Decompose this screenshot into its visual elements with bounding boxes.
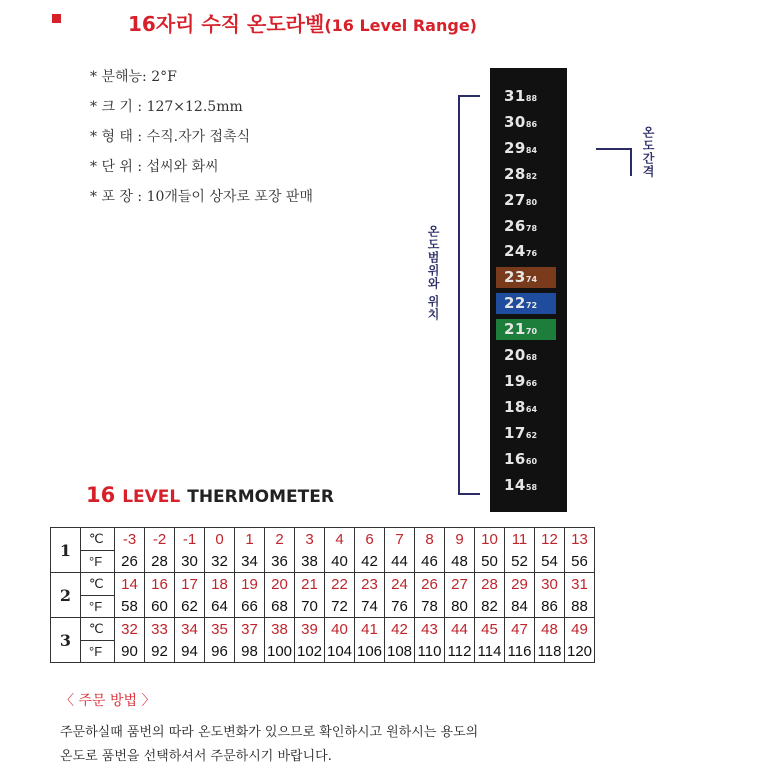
fahrenheit-cell: 120 (565, 640, 595, 663)
fahrenheit-cell: 82 (475, 595, 505, 618)
strip-cell (496, 345, 556, 366)
fahrenheit-cell: 68 (265, 595, 295, 618)
fahrenheit-cell: 26 (115, 550, 145, 573)
strip-cell-celsius: 27 (504, 190, 526, 209)
strip-cell-fahrenheit: 84 (525, 145, 538, 155)
strip-cell-celsius: 18 (504, 397, 526, 416)
strip-cell-fahrenheit: 58 (525, 482, 538, 492)
strip-cell-fahrenheit: 70 (525, 327, 538, 337)
title-main: 16자리 수직 온도라벨 (128, 12, 325, 36)
fahrenheit-cell: 100 (265, 640, 295, 663)
strip-cell-fahrenheit: 66 (525, 378, 538, 388)
fahrenheit-cell: 60 (145, 595, 175, 618)
celsius-cell: 32 (115, 618, 145, 641)
spec-size: * 크 기 : 127×12.5mm (90, 99, 243, 115)
fahrenheit-cell: 74 (355, 595, 385, 618)
thermometer-strip (490, 68, 567, 512)
fahrenheit-cell: 52 (505, 550, 535, 573)
fahrenheit-cell: 84 (505, 595, 535, 618)
range-label: 온도범위와 위치 (426, 225, 440, 322)
strip-cell (496, 241, 556, 262)
celsius-cell: 48 (535, 618, 565, 641)
order-line-1: 주문하실때 품번의 따라 온도변화가 있으므로 확인하시고 원하시는 용도의 (60, 725, 479, 740)
fahrenheit-cell: 28 (145, 550, 175, 573)
celsius-cell: 31 (565, 573, 595, 596)
order-heading: 〈 주문 방법 〉 (60, 693, 156, 709)
strip-cell (496, 475, 556, 496)
spec-packaging: * 포 장 : 10개들이 상자로 포장 판매 (90, 189, 313, 205)
celsius-cell: 0 (205, 528, 235, 551)
range-bracket (458, 95, 480, 495)
fahrenheit-cell: 38 (295, 550, 325, 573)
spec-form: * 형 태 : 수직.자가 접촉식 (90, 129, 251, 145)
unit-celsius: ℃ (81, 573, 115, 596)
celsius-cell: 29 (505, 573, 535, 596)
celsius-cell: 1 (235, 528, 265, 551)
temperature-table (50, 527, 595, 663)
fahrenheit-cell: 70 (295, 595, 325, 618)
celsius-cell: 44 (445, 618, 475, 641)
celsius-cell: 12 (535, 528, 565, 551)
celsius-cell: 22 (325, 573, 355, 596)
order-line-2: 온도로 품번을 선택하셔서 주문하시기 바랍니다. (60, 749, 332, 764)
fahrenheit-cell: 34 (235, 550, 265, 573)
title-subtitle: (16 Level Range) (324, 16, 477, 35)
celsius-cell: 19 (235, 573, 265, 596)
unit-fahrenheit: °F (81, 550, 115, 573)
strip-cell-fahrenheit: 78 (525, 223, 538, 233)
strip-cell-celsius: 26 (504, 216, 526, 235)
celsius-cell: 13 (565, 528, 595, 551)
celsius-cell: 43 (415, 618, 445, 641)
celsius-cell: 26 (415, 573, 445, 596)
celsius-cell: 45 (475, 618, 505, 641)
celsius-cell: 14 (115, 573, 145, 596)
fahrenheit-cell: 80 (445, 595, 475, 618)
fahrenheit-cell: 114 (475, 640, 505, 663)
celsius-cell: 4 (325, 528, 355, 551)
fahrenheit-cell: 42 (355, 550, 385, 573)
fahrenheit-cell: 96 (205, 640, 235, 663)
celsius-cell: 39 (295, 618, 325, 641)
fahrenheit-cell: 72 (325, 595, 355, 618)
strip-cell-fahrenheit: 72 (525, 301, 538, 311)
celsius-cell: 2 (265, 528, 295, 551)
strip-cell (496, 164, 556, 185)
fahrenheit-cell: 46 (415, 550, 445, 573)
strip-cell-celsius: 19 (504, 371, 526, 390)
fahrenheit-cell: 98 (235, 640, 265, 663)
fahrenheit-cell: 108 (385, 640, 415, 663)
table-row-fahrenheit (51, 595, 595, 618)
celsius-cell: 27 (445, 573, 475, 596)
strip-cell-fahrenheit: 76 (525, 249, 538, 259)
heading-number: 16 (86, 483, 116, 507)
fahrenheit-cell: 64 (205, 595, 235, 618)
strip-cell-fahrenheit: 88 (525, 94, 538, 103)
fahrenheit-cell: 104 (325, 640, 355, 663)
fahrenheit-cell: 62 (175, 595, 205, 618)
strip-cell (496, 190, 556, 211)
strip-cell-fahrenheit: 64 (525, 404, 538, 414)
strip-cell-fahrenheit: 82 (525, 171, 538, 181)
fahrenheit-cell: 112 (445, 640, 475, 663)
strip-cell-fahrenheit: 60 (525, 456, 538, 466)
page-title (128, 8, 477, 37)
celsius-cell: 18 (205, 573, 235, 596)
table-row-celsius (51, 528, 595, 551)
strip-cell (496, 319, 556, 340)
strip-cell-celsius: 30 (504, 112, 526, 131)
celsius-cell: 34 (175, 618, 205, 641)
strip-cell-celsius: 31 (504, 87, 526, 105)
celsius-cell: 49 (565, 618, 595, 641)
unit-fahrenheit: °F (81, 595, 115, 618)
celsius-cell: 17 (175, 573, 205, 596)
fahrenheit-cell: 102 (295, 640, 325, 663)
table-row-celsius (51, 618, 595, 641)
fahrenheit-cell: 78 (415, 595, 445, 618)
strip-cell-celsius: 20 (504, 346, 526, 364)
celsius-cell: -1 (175, 528, 205, 551)
celsius-cell: 47 (505, 618, 535, 641)
strip-cell (496, 293, 556, 314)
fahrenheit-cell: 94 (175, 640, 205, 663)
unit-celsius: ℃ (81, 618, 115, 641)
celsius-cell: 42 (385, 618, 415, 641)
title-bullet (52, 14, 61, 23)
strip-cell-fahrenheit: 74 (525, 275, 538, 285)
celsius-cell: 9 (445, 528, 475, 551)
strip-cell-fahrenheit: 68 (525, 353, 538, 362)
fahrenheit-cell: 32 (205, 550, 235, 573)
fahrenheit-cell: 44 (385, 550, 415, 573)
fahrenheit-cell: 110 (415, 640, 445, 663)
strip-cell (496, 449, 556, 470)
fahrenheit-cell: 116 (505, 640, 535, 663)
celsius-cell: 10 (475, 528, 505, 551)
celsius-cell: 30 (535, 573, 565, 596)
strip-cell-fahrenheit: 62 (525, 430, 538, 440)
table-row-fahrenheit (51, 640, 595, 663)
strip-cell (496, 112, 556, 133)
fahrenheit-cell: 76 (385, 595, 415, 618)
strip-cell-celsius: 29 (504, 138, 526, 157)
celsius-cell: 28 (475, 573, 505, 596)
celsius-cell: 16 (145, 573, 175, 596)
celsius-cell: 6 (355, 528, 385, 551)
unit-celsius: ℃ (81, 528, 115, 551)
strip-cell (496, 423, 556, 444)
celsius-cell: -3 (115, 528, 145, 551)
spec-resolution: * 분해능: 2°F (90, 69, 177, 85)
celsius-cell: 8 (415, 528, 445, 551)
interval-bracket (596, 148, 632, 176)
fahrenheit-cell: 40 (325, 550, 355, 573)
fahrenheit-cell: 54 (535, 550, 565, 573)
strip-cell-fahrenheit: 86 (525, 119, 538, 129)
interval-label: 온도간격 (641, 126, 655, 178)
celsius-cell: 7 (385, 528, 415, 551)
strip-cell-celsius: 22 (504, 294, 526, 313)
spec-unit: * 단 위 : 섭씨와 화씨 (90, 159, 219, 175)
group-number: 1 (51, 528, 81, 573)
celsius-cell: 24 (385, 573, 415, 596)
fahrenheit-cell: 90 (115, 640, 145, 663)
strip-cell (496, 371, 556, 392)
fahrenheit-cell: 50 (475, 550, 505, 573)
heading-level: LEVEL (122, 487, 181, 507)
group-number: 2 (51, 573, 81, 618)
fahrenheit-cell: 58 (115, 595, 145, 618)
celsius-cell: 11 (505, 528, 535, 551)
unit-fahrenheit: °F (81, 640, 115, 663)
celsius-cell: 37 (235, 618, 265, 641)
celsius-cell: 33 (145, 618, 175, 641)
celsius-cell: 41 (355, 618, 385, 641)
celsius-cell: 35 (205, 618, 235, 641)
thermometer-heading (86, 483, 334, 507)
celsius-cell: 21 (295, 573, 325, 596)
celsius-cell: 20 (265, 573, 295, 596)
fahrenheit-cell: 106 (355, 640, 385, 663)
strip-cell-celsius: 23 (504, 268, 526, 287)
group-number: 3 (51, 618, 81, 663)
strip-cell-celsius: 21 (504, 320, 526, 339)
celsius-cell: 3 (295, 528, 325, 551)
strip-cell-celsius: 16 (504, 449, 526, 468)
fahrenheit-cell: 118 (535, 640, 565, 663)
strip-cell (496, 86, 556, 107)
celsius-cell: 40 (325, 618, 355, 641)
strip-cell-celsius: 14 (504, 475, 526, 494)
fahrenheit-cell: 36 (265, 550, 295, 573)
fahrenheit-cell: 66 (235, 595, 265, 618)
heading-thermometer: THERMOMETER (187, 487, 334, 507)
strip-cell-celsius: 28 (504, 164, 526, 183)
strip-cell (496, 216, 556, 237)
strip-cell (496, 267, 556, 288)
strip-cell-fahrenheit: 80 (525, 197, 538, 207)
strip-cell (496, 397, 556, 418)
fahrenheit-cell: 30 (175, 550, 205, 573)
fahrenheit-cell: 48 (445, 550, 475, 573)
table-row-celsius (51, 573, 595, 596)
fahrenheit-cell: 86 (535, 595, 565, 618)
celsius-cell: 38 (265, 618, 295, 641)
fahrenheit-cell: 88 (565, 595, 595, 618)
fahrenheit-cell: 92 (145, 640, 175, 663)
fahrenheit-cell: 56 (565, 550, 595, 573)
strip-cell-celsius: 24 (504, 242, 526, 261)
celsius-cell: 23 (355, 573, 385, 596)
celsius-cell: -2 (145, 528, 175, 551)
table-row-fahrenheit (51, 550, 595, 573)
strip-cell (496, 138, 556, 159)
strip-cell-celsius: 17 (504, 423, 526, 442)
